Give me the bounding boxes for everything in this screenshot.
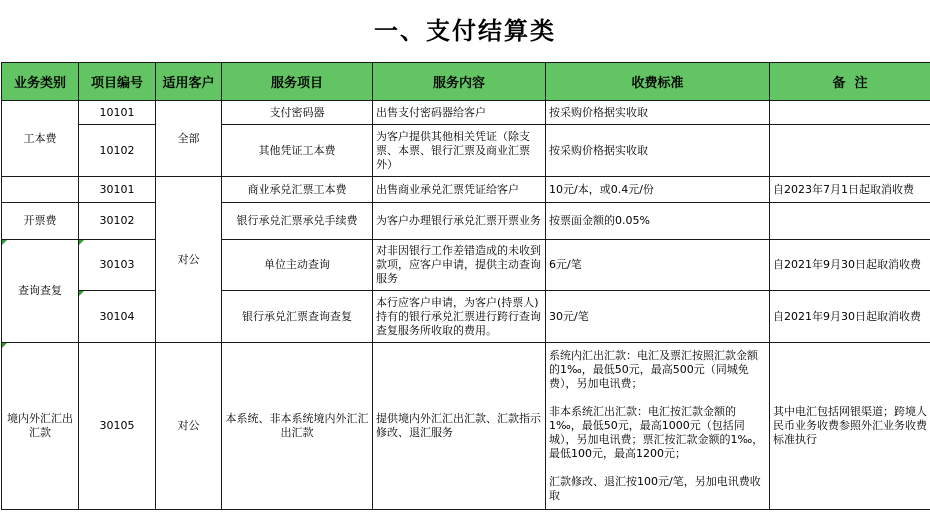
fee-table bbox=[1, 62, 930, 510]
table-header-row bbox=[2, 63, 930, 101]
content-cell: 出售商业承兑汇票凭证给客户 bbox=[373, 177, 546, 203]
remark-cell: 自2023年7月1日起取消收费 bbox=[770, 177, 930, 203]
fee-cell: 系统内汇出汇款：电汇及票汇按照汇款金额的1‰，最低50元，最高500元（同城免费），另加电讯费； 非本系统汇出汇款：电汇按汇款金额的1‰，最低50元，最高1000元（包括同城），另加电讯费；票汇按汇款金额的1‰，最低100元，最高1200元； 汇款修改、退汇按100元/笔，另加电讯费收取 bbox=[546, 343, 770, 510]
header-client: 适用客户 bbox=[156, 63, 222, 101]
fee-cell: 按采购价格据实收取 bbox=[546, 125, 770, 177]
table-row bbox=[2, 203, 930, 240]
fee-cell: 30元/笔 bbox=[546, 291, 770, 343]
content-cell: 提供境内外汇汇出汇款、汇款指示修改、退汇服务 bbox=[373, 343, 546, 510]
client-cell: 全部 bbox=[156, 101, 222, 177]
content-cell: 对非因银行工作差错造成的未收到款项，应客户申请，提供主动查询服务 bbox=[373, 240, 546, 291]
item-cell: 商业承兑汇票工本费 bbox=[222, 177, 373, 203]
content-cell: 为客户办理银行承兑汇票开票业务 bbox=[373, 203, 546, 240]
header-code: 项目编号 bbox=[79, 63, 156, 101]
category-cell: 境内外汇汇出汇款 bbox=[2, 343, 79, 510]
fee-cell: 按采购价格据实收取 bbox=[546, 101, 770, 125]
code-cell: 10101 bbox=[79, 101, 156, 125]
remark-cell: 自2021年9月30日起取消收费 bbox=[770, 240, 930, 291]
header-fee: 收费标准 bbox=[546, 63, 770, 101]
client-cell: 对公 bbox=[156, 343, 222, 510]
header-content: 服务内容 bbox=[373, 63, 546, 101]
code-cell: 10102 bbox=[79, 125, 156, 177]
remark-cell bbox=[770, 125, 930, 177]
code-cell: 30104 bbox=[79, 291, 156, 343]
category-cell: 开票费 bbox=[2, 203, 79, 240]
table-row bbox=[2, 343, 930, 510]
table-row bbox=[2, 177, 930, 203]
remark-cell bbox=[770, 203, 930, 240]
item-cell: 本系统、非本系统境内外汇汇出汇款 bbox=[222, 343, 373, 510]
item-cell: 银行承兑汇票查询查复 bbox=[222, 291, 373, 343]
table-row bbox=[2, 240, 930, 291]
table-row bbox=[2, 101, 930, 125]
content-cell: 为客户提供其他相关凭证（除支票、本票、银行汇票及商业汇票外） bbox=[373, 125, 546, 177]
table-row bbox=[2, 291, 930, 343]
content-cell: 出售支付密码器给客户 bbox=[373, 101, 546, 125]
category-cell: 查询查复 bbox=[2, 240, 79, 343]
page-title: 一、支付结算类 bbox=[374, 17, 556, 45]
table-row bbox=[2, 125, 930, 177]
remark-cell bbox=[770, 101, 930, 125]
fee-cell: 6元/笔 bbox=[546, 240, 770, 291]
code-cell: 30105 bbox=[79, 343, 156, 510]
code-cell: 30101 bbox=[79, 177, 156, 203]
item-cell: 其他凭证工本费 bbox=[222, 125, 373, 177]
content-cell: 本行应客户申请，为客户(持票人)持有的银行承兑汇票进行跨行查询查复服务所收取的费用。 bbox=[373, 291, 546, 343]
header-item: 服务项目 bbox=[222, 63, 373, 101]
item-cell: 单位主动查询 bbox=[222, 240, 373, 291]
fee-cell: 10元/本，或0.4元/份 bbox=[546, 177, 770, 203]
item-cell: 支付密码器 bbox=[222, 101, 373, 125]
category-cell: 工本费 bbox=[2, 101, 79, 177]
client-cell: 对公 bbox=[156, 177, 222, 343]
header-remark: 备 注 bbox=[770, 63, 930, 101]
item-cell: 银行承兑汇票承兑手续费 bbox=[222, 203, 373, 240]
fee-cell: 按票面金额的0.05% bbox=[546, 203, 770, 240]
header-category: 业务类别 bbox=[2, 63, 79, 101]
code-cell: 30103 bbox=[79, 240, 156, 291]
remark-cell: 其中电汇包括网银渠道；跨境人民币业务收费参照外汇业务收费标准执行 bbox=[770, 343, 930, 510]
category-cell-empty bbox=[2, 177, 79, 203]
code-cell: 30102 bbox=[79, 203, 156, 240]
remark-cell: 自2021年9月30日起取消收费 bbox=[770, 291, 930, 343]
